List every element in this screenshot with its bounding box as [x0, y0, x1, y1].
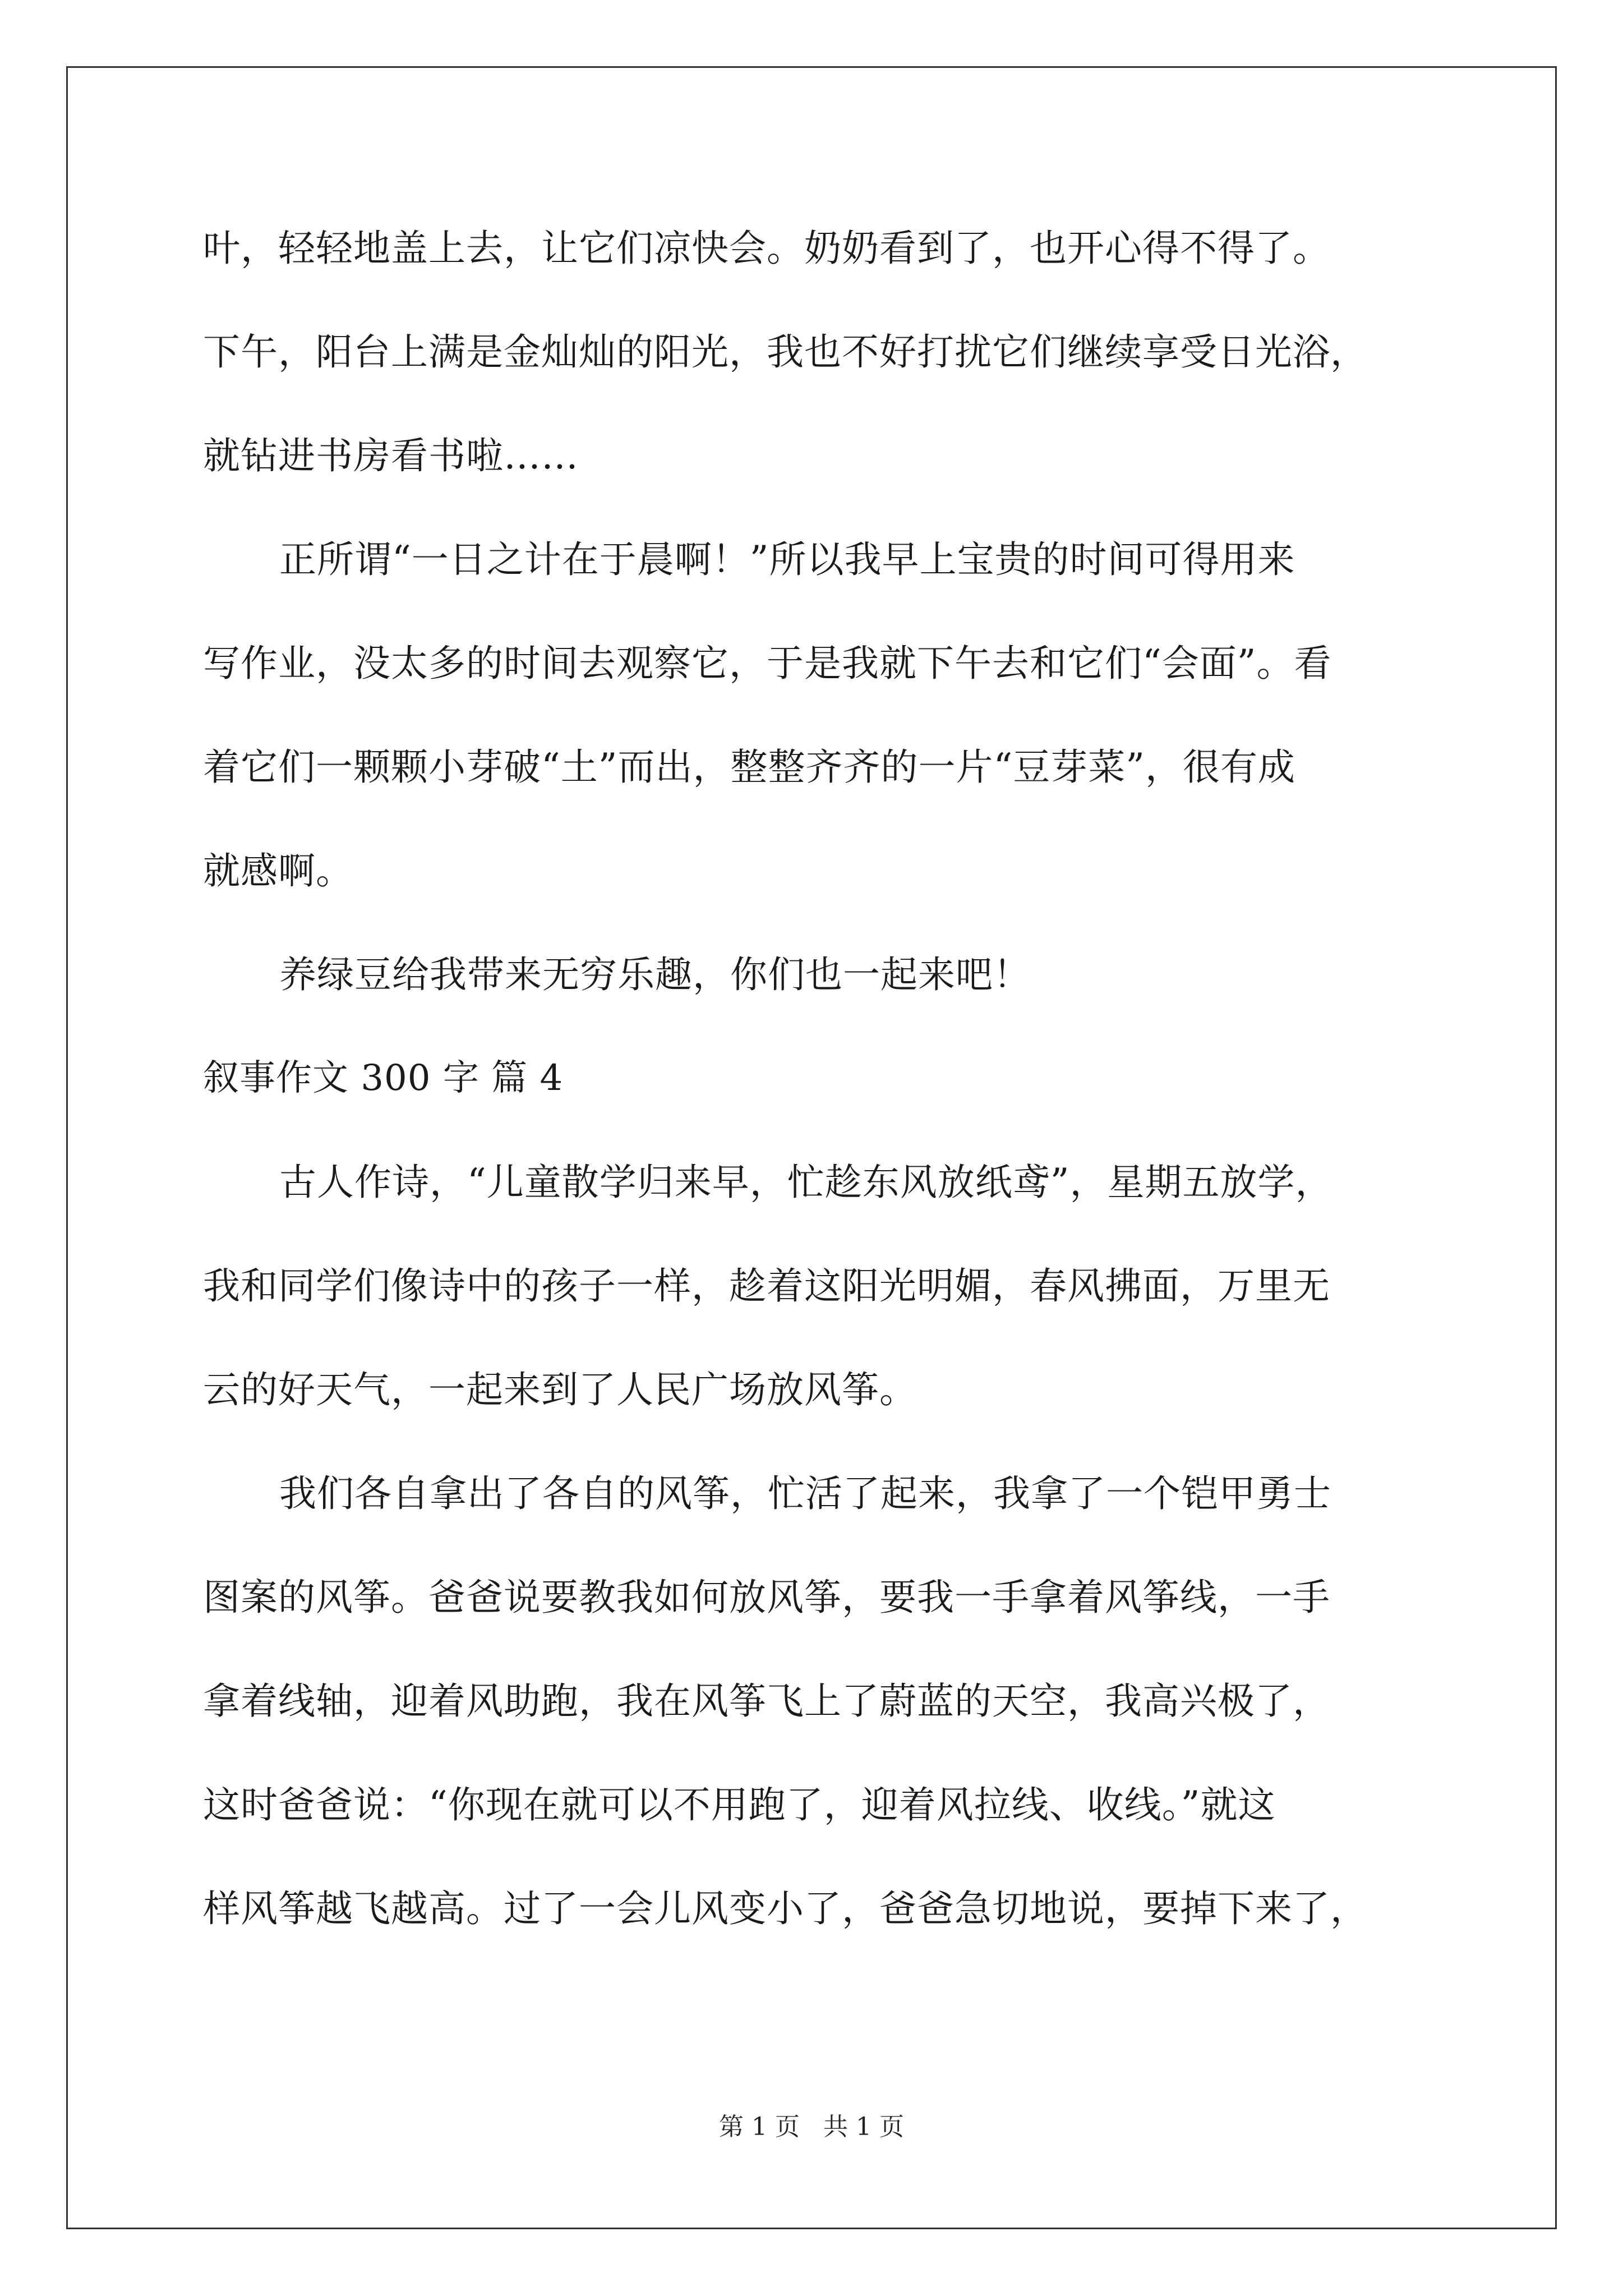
text-line: 拿着线轴，迎着风助跑，我在风筝飞上了蔚蓝的天空，我高兴极了，	[203, 1680, 1330, 1723]
section-heading: 叙事作文 300 字 篇 4	[203, 1057, 564, 1099]
paragraph-start-line: 古人作诗，“儿童散学归来早，忙趁东风放纸鸢”，星期五放学，	[279, 1161, 1333, 1204]
text-line: 我和同学们像诗中的孩子一样，趁着这阳光明媚，春风拂面，万里无	[203, 1264, 1330, 1308]
text-line: 下午，阳台上满是金灿灿的阳光，我也不好打扰它们继续享受日光浴，	[203, 330, 1368, 374]
text-line: 就感啊。	[203, 849, 353, 892]
text-line: 云的好天气，一起来到了人民广场放风筝。	[203, 1368, 917, 1411]
paragraph-start-line: 我们各自拿出了各自的风筝，忙活了起来，我拿了一个铠甲勇士	[279, 1472, 1331, 1515]
text-line: 写作业，没太多的时间去观察它，于是我就下午去和它们“会面”。看	[203, 642, 1332, 685]
page-number-footer: 第 1 页 共 1 页	[719, 2113, 904, 2141]
text-line: 叶，轻轻地盖上去，让它们凉快会。奶奶看到了，也开心得不得了。	[203, 227, 1330, 270]
paragraph-start-line: 养绿豆给我带来无穷乐趣，你们也一起来吧！	[279, 953, 1031, 996]
text-line: 样风筝越飞越高。过了一会儿风变小了，爸爸急切地说，要掉下来了，	[203, 1887, 1368, 1930]
paragraph-start-line: 正所谓“一日之计在于晨啊！”所以我早上宝贵的时间可得用来	[279, 538, 1295, 581]
text-line: 就钻进书房看书啦……	[203, 434, 579, 477]
text-line: 这时爸爸说：“你现在就可以不用跑了，迎着风拉线、收线。”就这	[203, 1783, 1276, 1826]
text-line: 着它们一颗颗小芽破“土”而出，整整齐齐的一片“豆芽菜”，很有成	[203, 746, 1295, 789]
document-body	[203, 196, 1437, 1961]
text-line: 图案的风筝。爸爸说要教我如何放风筝，要我一手拿着风筝线，一手	[203, 1576, 1330, 1619]
